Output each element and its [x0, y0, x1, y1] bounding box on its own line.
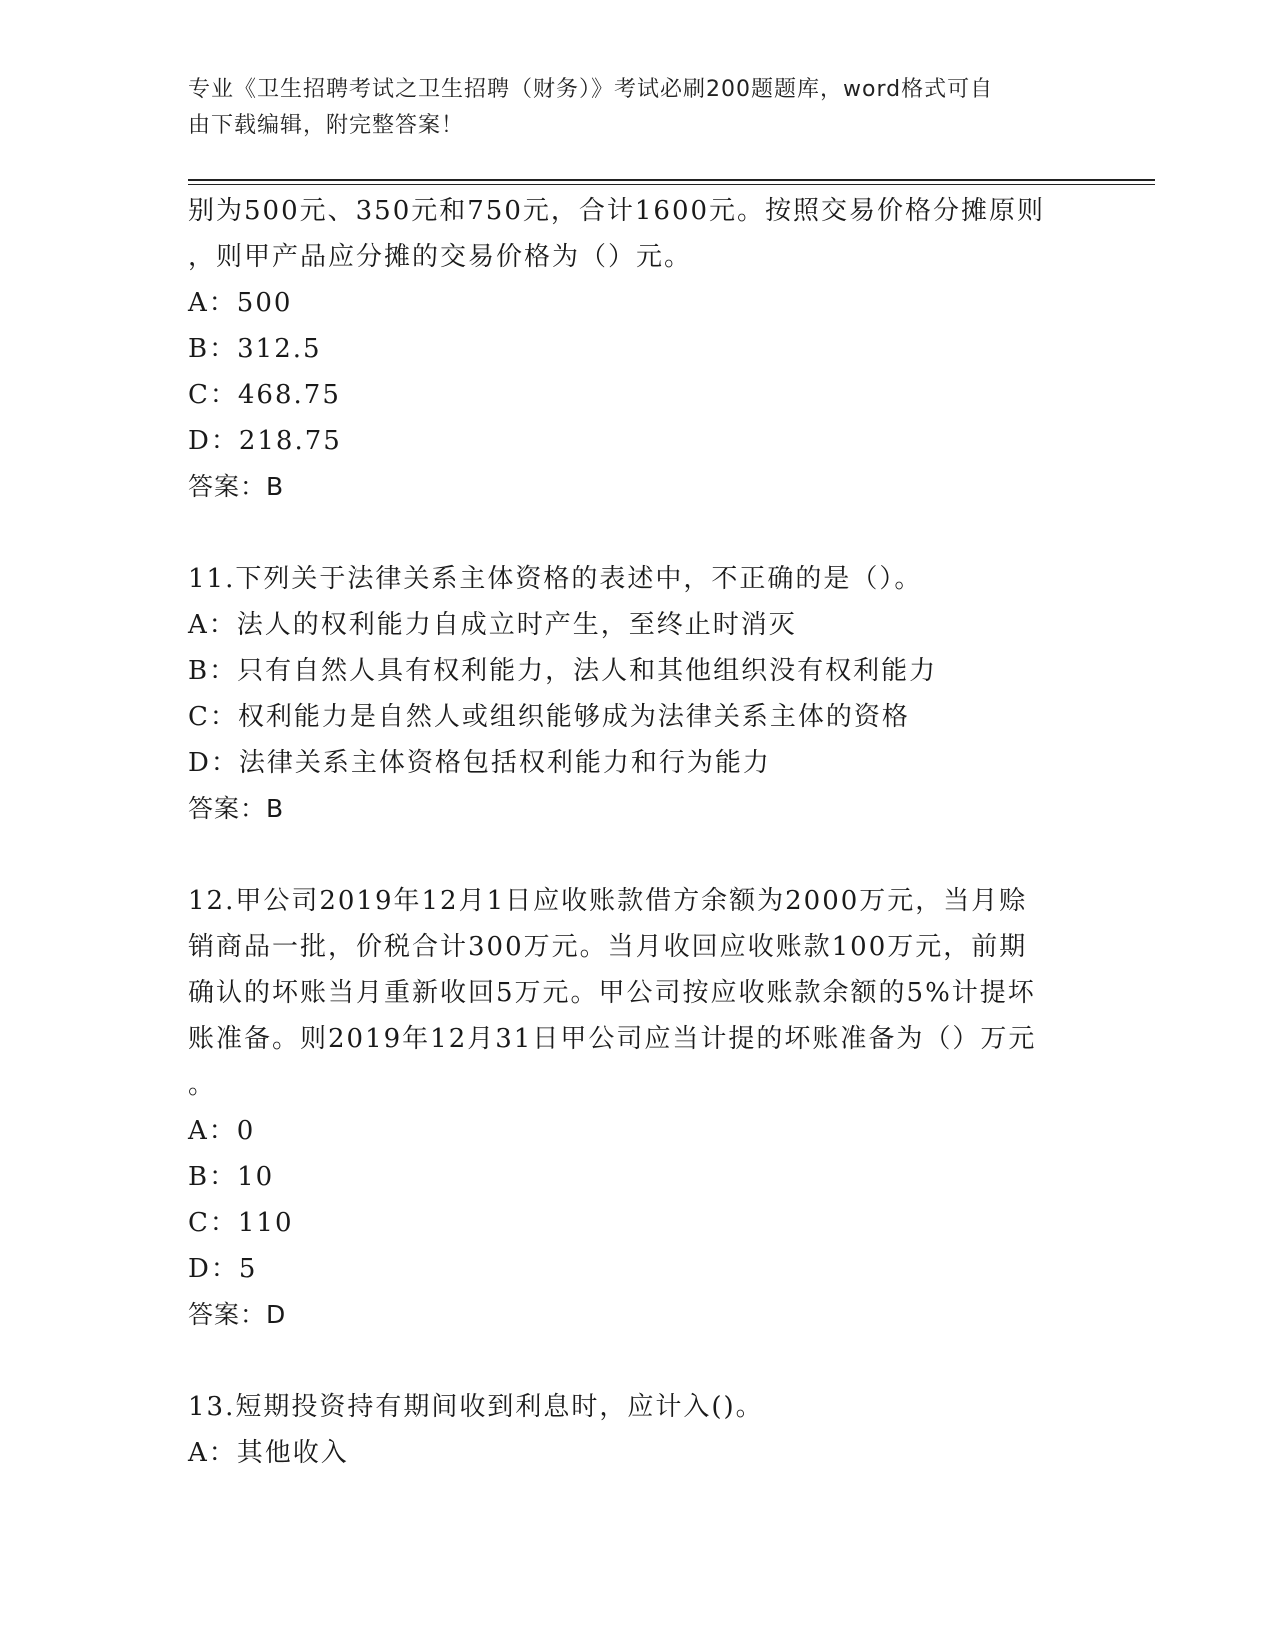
option-a: A：0 [188, 1116, 256, 1146]
answer-line: 答案：B [188, 794, 285, 823]
answer-line: 答案：D [188, 1300, 287, 1329]
option-a: A：法人的权利能力自成立时产生，至终止时消灭 [188, 610, 797, 640]
question-stem-line: 销商品一批，价税合计300万元。当月收回应收账款100万元，前期 [188, 932, 1028, 962]
option-b: B：10 [188, 1162, 275, 1192]
question-stem-line: 确认的坏账当月重新收回5万元。甲公司按应收账款余额的5%计提坏 [188, 978, 1036, 1008]
option-c: C：权利能力是自然人或组织能够成为法律关系主体的资格 [188, 702, 910, 732]
header-line-2: 由下载编辑，附完整答案！ [188, 113, 465, 138]
question-stem-line: 12.甲公司2019年12月1日应收账款借方余额为2000万元，当月赊 [188, 886, 1028, 916]
option-c: C：468.75 [188, 380, 341, 410]
option-c: C：110 [188, 1208, 294, 1238]
option-d: D：5 [188, 1254, 258, 1284]
question-12 [188, 878, 1088, 1338]
spacer [188, 510, 1088, 556]
question-stem-line: 账准备。则2019年12月31日甲公司应当计提的坏账准备为（）万元 [188, 1024, 1037, 1054]
question-list [188, 188, 1088, 1476]
question-13 [188, 1384, 1088, 1476]
question-stem-line: 别为500元、350元和750元，合计1600元。按照交易价格分摊原则 [188, 196, 1046, 226]
option-a: A：其他收入 [188, 1438, 349, 1468]
question-11 [188, 556, 1088, 832]
document-header [188, 72, 1088, 144]
question-stem-line: 13.短期投资持有期间收到利息时，应计入()。 [188, 1392, 764, 1422]
option-a: A：500 [188, 288, 293, 318]
question-stem-line: ，则甲产品应分摊的交易价格为（）元。 [188, 242, 693, 272]
spacer [188, 832, 1088, 878]
answer-line: 答案：B [188, 472, 285, 501]
question-stem-line: 。 [188, 1070, 217, 1100]
question-10 [188, 188, 1088, 510]
header-divider [188, 179, 1155, 185]
spacer [188, 1338, 1088, 1384]
option-b: B：312.5 [188, 334, 322, 364]
question-stem-line: 11.下列关于法律关系主体资格的表述中，不正确的是（）。 [188, 564, 923, 594]
header-line-1: 专业《卫生招聘考试之卫生招聘（财务）》考试必刷200题题库，word格式可自 [188, 77, 994, 102]
option-d: D：218.75 [188, 426, 342, 456]
option-d: D：法律关系主体资格包括权利能力和行为能力 [188, 748, 771, 778]
option-b: B：只有自然人具有权利能力，法人和其他组织没有权利能力 [188, 656, 938, 686]
